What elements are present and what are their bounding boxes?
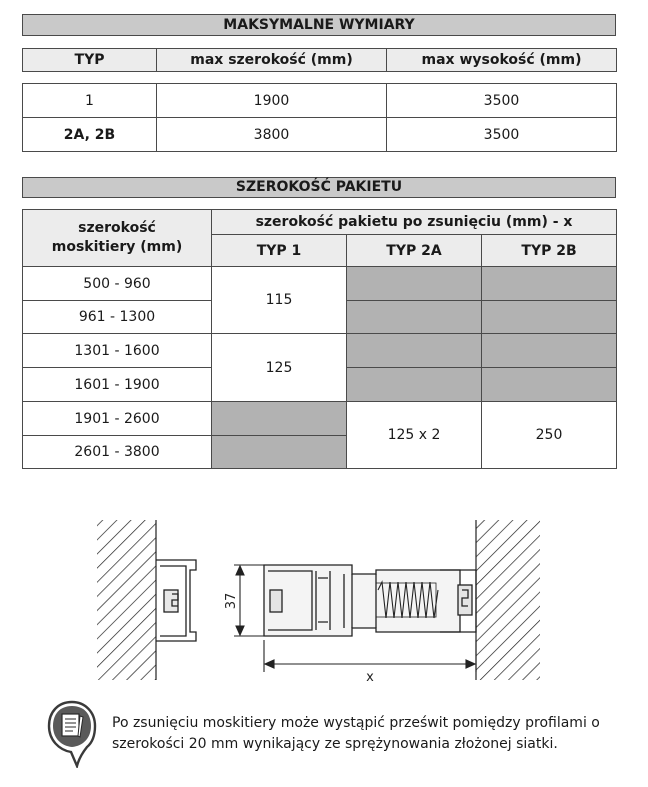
col-header-typ2b: TYP 2B bbox=[482, 235, 617, 267]
mesh-width-cell: 1601 - 1900 bbox=[23, 368, 212, 402]
mesh-width-cell: 1301 - 1600 bbox=[23, 334, 212, 368]
height-dimension-label: 37 bbox=[224, 592, 239, 610]
type-cell: 1 bbox=[23, 84, 157, 118]
col-header-max-height: max wysokość (mm) bbox=[387, 49, 617, 72]
max-dimensions-table bbox=[22, 83, 617, 152]
empty-cell bbox=[347, 334, 482, 368]
typ2b-value-cell: 250 bbox=[482, 402, 617, 469]
empty-cell bbox=[482, 267, 617, 301]
empty-cell bbox=[347, 267, 482, 301]
max-dimensions-title: MAKSYMALNE WYMIARY bbox=[22, 14, 616, 36]
mesh-width-cell: 500 - 960 bbox=[23, 267, 212, 301]
empty-cell bbox=[212, 436, 347, 469]
table-row bbox=[23, 402, 617, 436]
mesh-width-cell: 1901 - 2600 bbox=[23, 402, 212, 436]
width-dimension-label: x bbox=[366, 670, 374, 685]
max-height-cell: 3500 bbox=[387, 118, 617, 152]
empty-cell bbox=[347, 368, 482, 402]
packet-width-table bbox=[22, 209, 617, 469]
col-header-packet-width: szerokość pakietu po zsunięciu (mm) - x bbox=[212, 210, 617, 235]
table-row bbox=[23, 267, 617, 301]
col-header-max-width: max szerokość (mm) bbox=[157, 49, 387, 72]
left-wall bbox=[97, 520, 156, 680]
typ1-value-cell: 125 bbox=[212, 334, 347, 402]
empty-cell bbox=[212, 402, 347, 436]
mesh-width-cell: 961 - 1300 bbox=[23, 301, 212, 334]
col-header-type: TYP bbox=[23, 49, 157, 72]
right-wall bbox=[476, 520, 540, 680]
max-height-cell: 3500 bbox=[387, 84, 617, 118]
col-header-typ2a: TYP 2A bbox=[347, 235, 482, 267]
col-header-typ1: TYP 1 bbox=[212, 235, 347, 267]
max-dimensions-header-table bbox=[22, 48, 617, 72]
left-frame-profile bbox=[156, 560, 196, 641]
table-row bbox=[23, 84, 617, 118]
type-cell: 2A, 2B bbox=[23, 118, 157, 152]
notepad-icon bbox=[47, 700, 97, 768]
typ2a-value-cell: 125 x 2 bbox=[347, 402, 482, 469]
table-row bbox=[23, 118, 617, 152]
empty-cell bbox=[482, 301, 617, 334]
height-dimension bbox=[224, 565, 266, 636]
empty-cell bbox=[482, 368, 617, 402]
empty-cell bbox=[347, 301, 482, 334]
max-width-cell: 1900 bbox=[157, 84, 387, 118]
profile-cross-section-diagram bbox=[0, 505, 648, 695]
table-row bbox=[23, 334, 617, 368]
note-text: Po zsunięciu moskitiery może wystąpić prześwit pomiędzy profilami o szerokości 20 mm wynikający ze sprężynowania złożonej siatki. bbox=[112, 715, 600, 752]
sliding-profile-assembly bbox=[264, 565, 476, 636]
empty-cell bbox=[482, 334, 617, 368]
col-header-mesh-width: szerokość moskitiery (mm) bbox=[23, 210, 212, 267]
typ1-value-cell: 115 bbox=[212, 267, 347, 334]
packet-width-title: SZEROKOŚĆ PAKIETU bbox=[22, 177, 616, 198]
max-width-cell: 3800 bbox=[157, 118, 387, 152]
width-dimension bbox=[264, 640, 476, 685]
mesh-width-cell: 2601 - 3800 bbox=[23, 436, 212, 469]
